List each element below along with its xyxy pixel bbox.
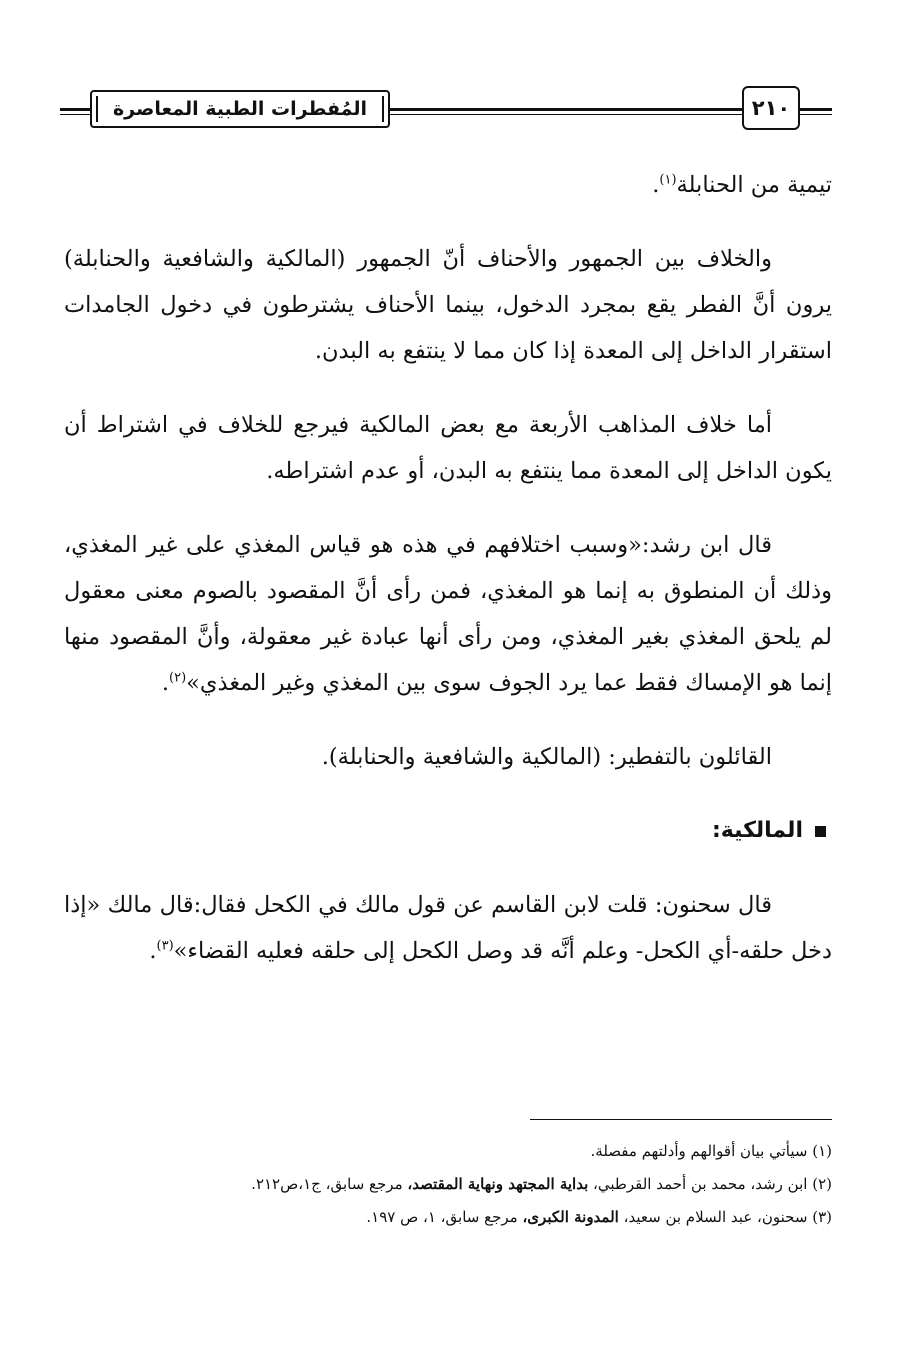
- paragraph-6: قال سحنون: قلت لابن القاسم عن قول مالك في الكحل فقال:قال مالك «إذا دخل حلقه-أي الكحل- وعلم أنَّه قد وصل الكحل إلى حلقه فعليه القضاء»$^{(٣)}$.: [64, 892, 832, 964]
- header-rule-middle-thin: [390, 114, 742, 115]
- header-rule-left-thin: [60, 114, 90, 115]
- header-rule-right-thin: [800, 114, 832, 115]
- footnote-ref-2: (٢): [169, 670, 187, 686]
- book-title: المُفطرات الطبية المعاصرة: [90, 90, 390, 128]
- footnote-ref-3: (٣): [156, 938, 174, 954]
- paragraph-3: أما خلاف المذاهب الأربعة مع بعض المالكية فيرجع للخلاف في اشتراط أن يكون الداخل إلى المعدة مما ينتفع به البدن، أو عدم اشتراطه.: [64, 412, 832, 484]
- header-rule-middle: [390, 108, 742, 111]
- header-rule-right: [800, 108, 832, 111]
- footnotes: [64, 1135, 832, 1234]
- section-heading: [64, 808, 832, 854]
- section-heading-label: المالكية:: [712, 818, 803, 843]
- page-number: ٢١٠: [742, 86, 800, 130]
- footnote-divider: [530, 1119, 832, 1120]
- footnote-ref-1: (١): [659, 172, 677, 188]
- square-bullet-icon: [815, 826, 826, 837]
- paragraph-1: تيمية من الحنابلة$^{(١)}$.: [652, 172, 832, 198]
- paragraph-5: القائلون بالتفطير: (المالكية والشافعية والحنابلة).: [321, 744, 772, 770]
- paragraph-4: قال ابن رشد:«وسبب اختلافهم في هذه هو قياس المغذي على غير المغذي، وذلك أن المنطوق به إنما هو المغذي، فمن رأى أنَّ المقصود بالصوم معنى معقول لم يلحق المغذي بغير المغذي، ومن رأى أنها عبادة غير معقولة، وأنَّ المقصود منها إنما هو الإمساك فقط عما يرد الجوف سوى بين المغذي وغير المغذي»$^{(٢)}$.: [64, 532, 832, 696]
- footnote-3: (٣) سحنون، عبد السلام بن سعيد، المدونة الكبرى، مرجع سابق، ١، ص ١٩٧.: [366, 1208, 832, 1226]
- header-rule-left: [60, 108, 90, 111]
- main-text: [64, 162, 832, 1002]
- paragraph-2: والخلاف بين الجمهور والأحناف أنّ الجمهور (المالكية والشافعية والحنابلة) يرون أنَّ الفطر يقع بمجرد الدخول، بينما الأحناف يشترطون في دخول الجامدات استقرار الداخل إلى المعدة إذا كان مما لا ينتفع به البدن.: [64, 246, 832, 364]
- footnote-1: (١) سيأتي بيان أقوالهم وأدلتهم مفصلة.: [590, 1142, 832, 1160]
- page-header: [60, 82, 832, 136]
- footnote-2: (٢) ابن رشد، محمد بن أحمد القرطبي، بداية المجتهد ونهاية المقتصد، مرجع سابق، ج١،ص٢١٢.: [251, 1175, 832, 1193]
